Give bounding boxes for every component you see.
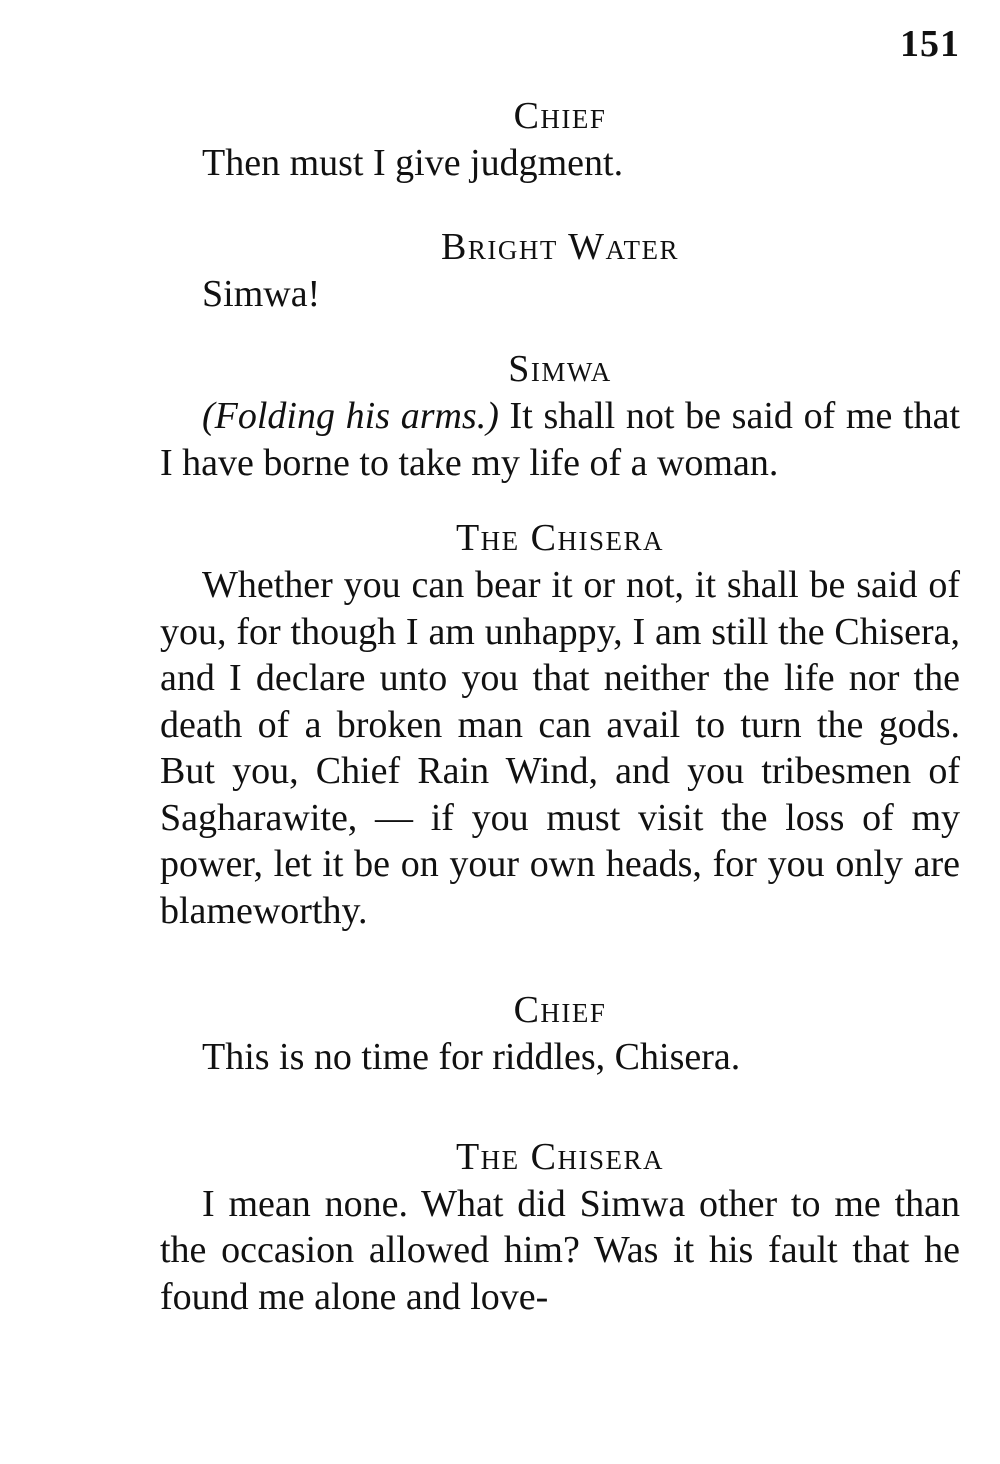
speech-line: Whether you can bear it or not, it shall be said of you, for though I am unhappy, I am still the Chisera, and I declare unto you that neither the life nor the death of a broken man can avail to turn the gods. But you, Chief Rain Wind, and you tribesmen of Sagharawite, — if you must visit the loss of my power, let it be on your own heads, for you only are blameworthy. — [160, 564, 960, 932]
speaker-name: Simwa — [508, 348, 612, 390]
speech-line: Simwa! — [202, 272, 321, 315]
speaker-name: Chief — [513, 95, 607, 137]
speech-text: It shall not be said of me that I have borne to take my life of a woman. — [160, 395, 961, 484]
speaker-name: The Chisera — [455, 1135, 665, 1178]
speech-line: I mean none. What did Simwa other to me than the occasion allowed him? Was it his fault that he found me alone and love- — [160, 1182, 960, 1318]
dialogue-text — [160, 92, 960, 1320]
speaker-name: Bright Water — [440, 225, 679, 268]
speech-line: This is no time for riddles, Chisera. — [202, 1036, 741, 1078]
speaker-name: The Chisera — [455, 517, 665, 559]
speech-line — [160, 393, 960, 486]
stage-direction: (Folding his arms.) — [202, 395, 499, 437]
speaker-name: Chief — [513, 989, 607, 1031]
page-number: 151 — [900, 23, 960, 65]
speech-line: Then must I give judgment. — [202, 142, 624, 184]
